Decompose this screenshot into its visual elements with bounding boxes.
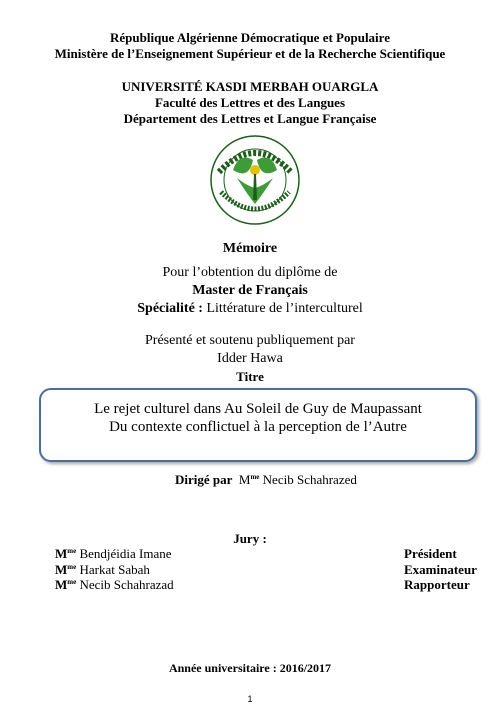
jury-member-role: Rapporteur bbox=[404, 577, 470, 592]
republic-heading: République Algérienne Démocratique et Populaire bbox=[110, 30, 390, 45]
university-name: UNIVERSITÉ KASDI MERBAH OUARGLA bbox=[121, 79, 379, 94]
faculty-name: Faculté des Lettres et des Langues bbox=[154, 95, 346, 110]
jury-member-name: $M^{me}$ Harkat Sabah bbox=[55, 562, 150, 577]
jury-member-name: $M^{me}$ Bendjéidia Imane bbox=[55, 546, 172, 561]
supervisor-label: Dirigé par bbox=[175, 472, 233, 487]
document-type: Mémoire bbox=[222, 241, 278, 256]
supervisor-prefix-sup: me bbox=[250, 473, 260, 481]
specialty-label: Spécialité : bbox=[137, 301, 203, 316]
purpose-line: Pour l’obtention du diplôme de bbox=[162, 265, 338, 280]
academic-year: Année universitaire : 2016/2017 bbox=[168, 661, 332, 675]
specialty-value: Littérature de l’interculturel bbox=[206, 301, 363, 316]
jury-member-role: Examinateur bbox=[404, 562, 477, 577]
ministry-heading: Ministère de l’Enseignement Supérieur et de la Recherche Scientifique bbox=[54, 46, 446, 61]
jury-label: Jury : bbox=[233, 531, 267, 546]
department-name: Département des Lettres et Langue Française bbox=[123, 111, 377, 126]
supervisor-prefix: M bbox=[238, 472, 251, 487]
degree-name: Master de Français bbox=[192, 283, 308, 298]
jury-member-role: Président bbox=[404, 546, 457, 561]
thesis-title-line-2: Du contexte conflictuel à la perception de l’Autre bbox=[109, 419, 407, 435]
thesis-title-line-1: Le rejet culturel dans Au Soleil de Guy de Maupassant bbox=[94, 401, 422, 417]
author-name: Idder Hawa bbox=[217, 351, 283, 366]
jury-member-name: $M^{me}$ Necib Schahrazad bbox=[55, 577, 174, 592]
title-label: Titre bbox=[236, 369, 264, 384]
university-logo bbox=[205, 130, 305, 230]
presented-line: Présenté et soutenu publiquement par bbox=[145, 333, 355, 348]
specialty-line bbox=[0, 301, 500, 317]
supervisor-name: Necib Schahrazed bbox=[262, 472, 357, 487]
supervisor-line bbox=[175, 472, 357, 487]
thesis-title-box bbox=[39, 388, 477, 462]
page-number: 1 bbox=[247, 694, 253, 704]
